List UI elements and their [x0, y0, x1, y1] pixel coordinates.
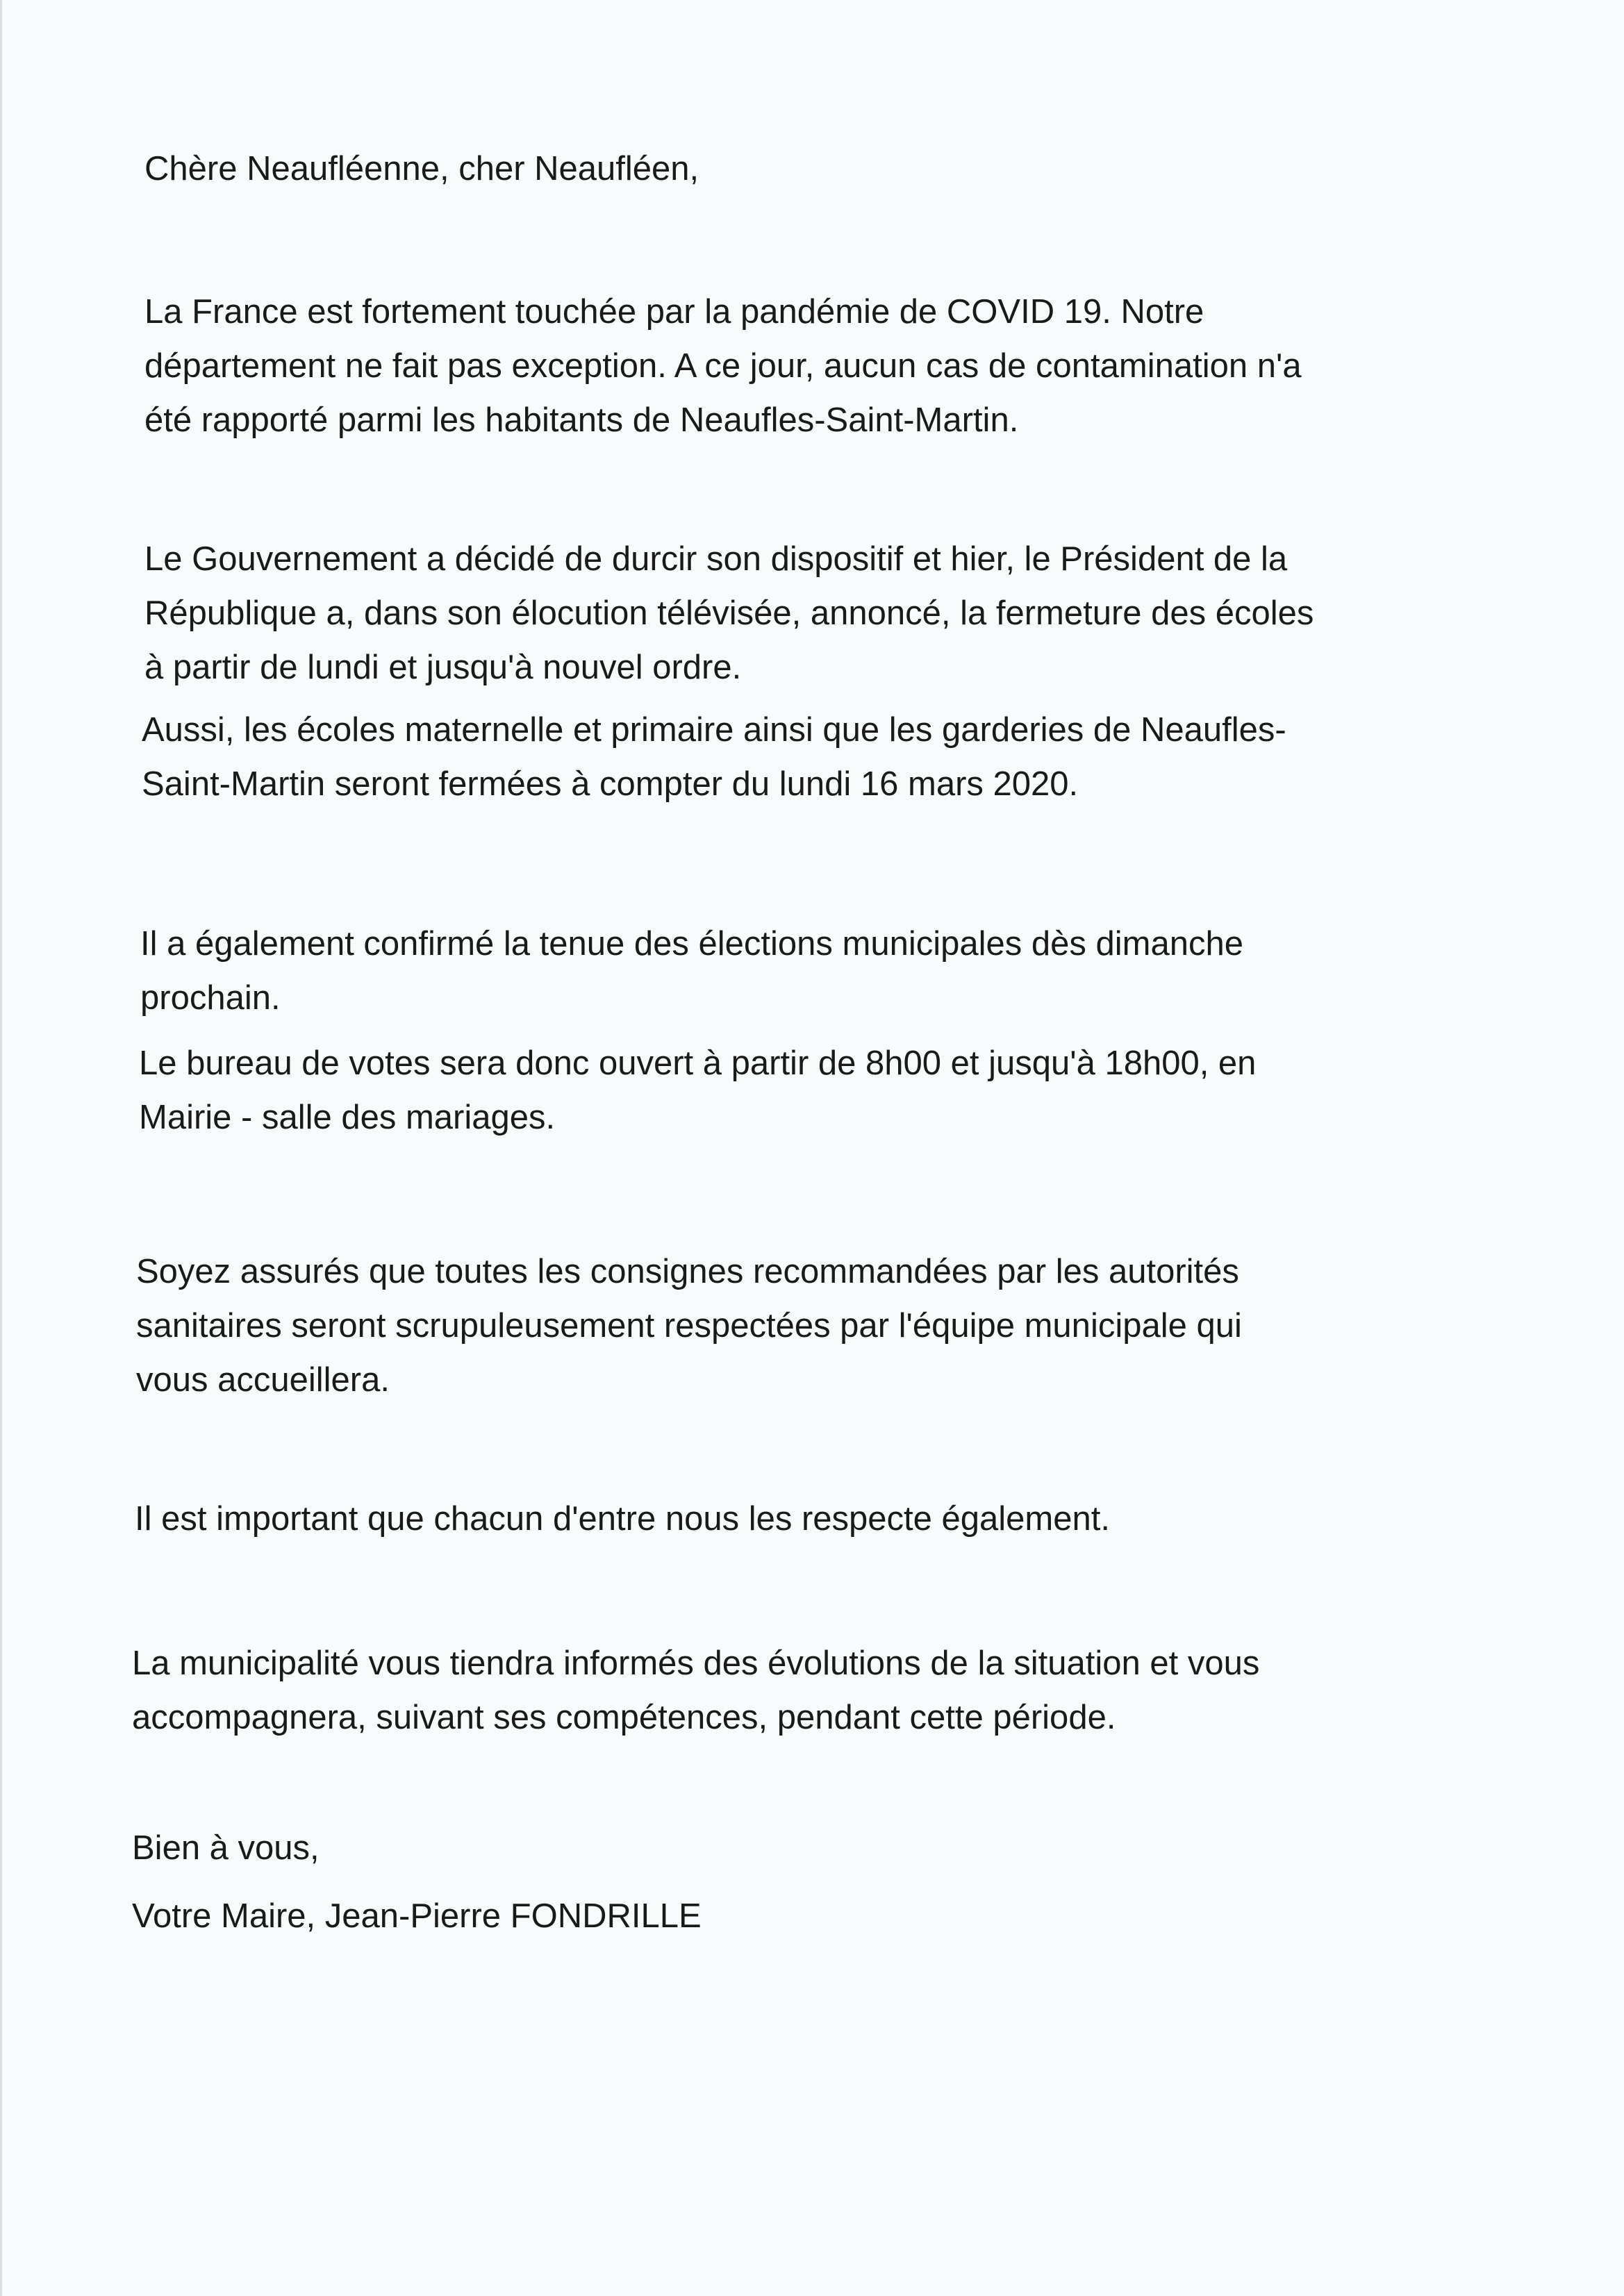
paragraph-schools	[142, 703, 1286, 811]
paragraph-line: Saint-Martin seront fermées à compter du lundi 16 mars 2020.	[142, 765, 1079, 803]
paragraph-line: vous accueillera.	[136, 1361, 390, 1399]
paragraph-line: sanitaires seront scrupuleusement respectées par l'équipe municipale qui	[136, 1307, 1242, 1345]
paragraph-line: Soyez assurés que toutes les consignes recommandées par les autorités	[136, 1253, 1239, 1290]
paragraph-line: à partir de lundi et jusqu'à nouvel ordre.	[144, 649, 742, 686]
paragraph-covid	[144, 285, 1302, 447]
paragraph-line: République a, dans son élocution télévisée, annoncé, la fermeture des écoles	[144, 594, 1314, 632]
paragraph-line: Mairie - salle des mariages.	[139, 1099, 556, 1136]
paragraph-line: La France est fortement touchée par la pandémie de COVID 19. Notre	[144, 293, 1204, 331]
paragraph-line: département ne fait pas exception. A ce jour, aucun cas de contamination n'a	[144, 347, 1302, 385]
paragraph-respect	[135, 1492, 1110, 1546]
paragraph-line: Le bureau de votes sera donc ouvert à partir de 8h00 et jusqu'à 18h00, en	[139, 1045, 1257, 1082]
signature-line: Votre Maire, Jean-Pierre FONDRILLE	[132, 1897, 702, 1935]
paragraph-line: prochain.	[140, 979, 281, 1017]
paragraph-line: La municipalité vous tiendra informés des évolutions de la situation et vous	[132, 1645, 1260, 1682]
paragraph-line: été rapporté parmi les habitants de Neaufles-Saint-Martin.	[144, 401, 1019, 439]
greeting-line: Chère Neaufléenne, cher Neaufléen,	[144, 150, 699, 188]
paragraph-government	[144, 532, 1314, 694]
paragraph-line: Il a également confirmé la tenue des élections municipales dès dimanche	[140, 925, 1243, 963]
signature	[132, 1889, 702, 1943]
paragraph-line: accompagnera, suivant ses compétences, pendant cette période.	[132, 1699, 1116, 1736]
paragraph-line: Le Gouvernement a décidé de durcir son dispositif et hier, le Président de la	[144, 540, 1288, 578]
closing	[132, 1821, 320, 1875]
closing-line: Bien à vous,	[132, 1829, 320, 1867]
paragraph-line: Aussi, les écoles maternelle et primaire ainsi que les garderies de Neaufles-	[142, 711, 1286, 749]
paragraph-voting-office	[139, 1036, 1256, 1145]
paragraph-municipality	[132, 1636, 1259, 1745]
paragraph-elections	[140, 917, 1243, 1025]
paragraph-sanitary	[136, 1245, 1242, 1407]
scan-edge	[0, 0, 2, 2296]
paragraph-line: Il est important que chacun d'entre nous les respecte également.	[135, 1500, 1110, 1538]
greeting	[144, 142, 699, 196]
